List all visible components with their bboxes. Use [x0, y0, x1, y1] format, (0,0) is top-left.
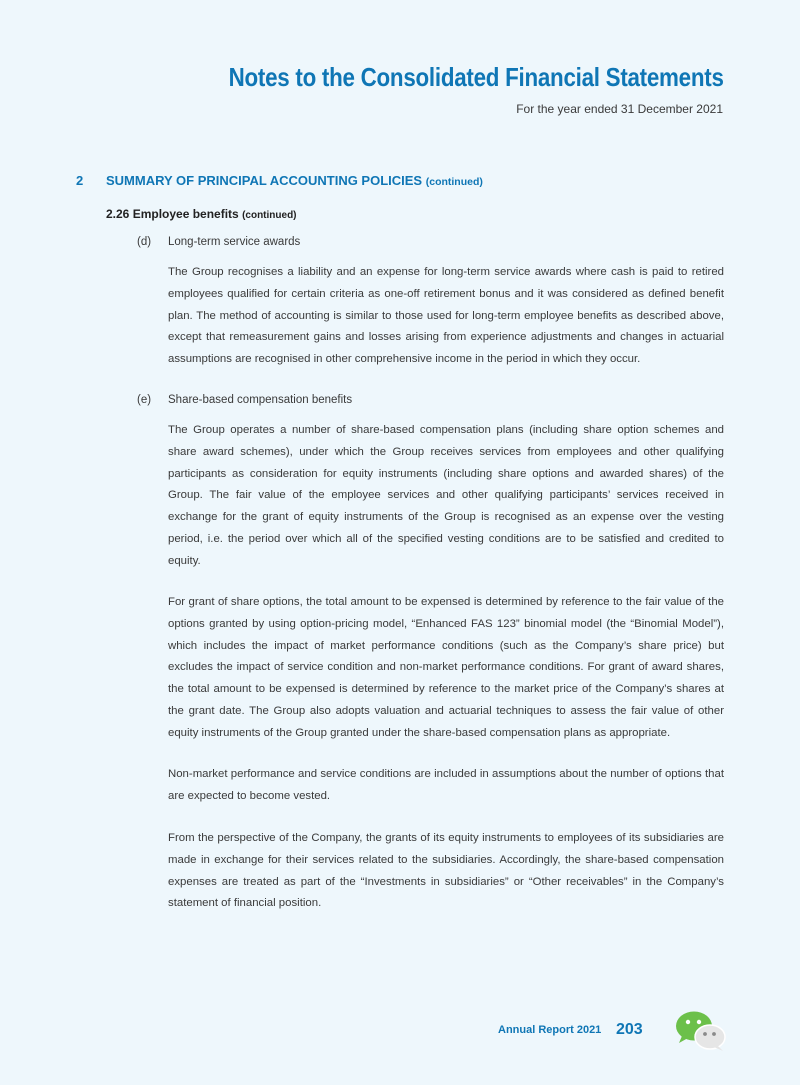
subsection-continued: (continued): [242, 210, 297, 221]
paragraph: From the perspective of the Company, the grants of its equity instruments to employees of its subsidiaries are made in exchange for their services related to the subsidiaries. Accordingly, the share-based compensation expenses are treated as part of the “Investments in subsidiaries” or “Other receivables” in the Company’s statement of financial position.: [168, 832, 724, 910]
item-title: Long-term service awards: [168, 236, 301, 248]
paragraph: Non-market performance and service conditions are included in assumptions about the number of options that are expected to become vested.: [168, 768, 724, 802]
paragraph: For grant of share options, the total amount to be expensed is determined by reference to the fair value of the options granted by using option-pricing model, “Enhanced FAS 123” binomial model (the “Binomial Model”), which includes the impact of market performance conditions (such as the Company’s share price) but excludes the impact of service condition and non-market performance conditions. For grant of award shares, the total amount to be expensed is determined by reference to the market price of the Company’s shares at the grant date. The Group also adopts valuation and actuarial techniques to assess the fair value of other equity instruments of the Group granted under the share-based compensation plans as appropriate.: [168, 596, 724, 739]
page-number: 203: [616, 1021, 643, 1038]
section-heading: [76, 173, 483, 188]
item-marker: (e): [137, 394, 152, 406]
paragraph: The Group operates a number of share-based compensation plans (including share option schemes and share award schemes), under which the Group receives services from employees and other qualifying participants as consideration for equity instruments (including share options and awarded shares) of the Group. The fair value of the employee services and other qualifying participants’ services received in exchange for the grant of equity instruments of the Group is recognised as an expense over the vesting period, i.e. the period over which all of the specified vesting conditions are to be satisfied and credited to equity.: [168, 424, 724, 567]
subsection-heading: [106, 207, 297, 221]
annual-report-label: Annual Report 2021: [498, 1024, 602, 1036]
paragraph: The Group recognises a liability and an expense for long-term service awards where cash is paid to retired employees qualified for certain criteria as one-off retirement bonus and it was considered as defined benefit plan. The method of accounting is similar to those used for long-term employee benefits as described above, except that remeasurement gains and losses arising from experience adjustments and changes in actuarial assumptions are recognised in other comprehensive income in the period in which they occur.: [168, 266, 724, 366]
page-title: Notes to the Consolidated Financial Statements: [228, 62, 724, 92]
wechat-logo-icon: [674, 1010, 728, 1052]
page-subtitle: For the year ended 31 December 2021: [516, 102, 723, 116]
subsection-title: 2.26 Employee benefits: [106, 207, 239, 221]
section-continued: (continued): [425, 176, 483, 188]
item-marker: (d): [137, 236, 152, 248]
section-title: SUMMARY OF PRINCIPAL ACCOUNTING POLICIES: [106, 173, 423, 188]
item-title: Share-based compensation benefits: [168, 394, 353, 406]
section-number: 2: [76, 173, 84, 188]
